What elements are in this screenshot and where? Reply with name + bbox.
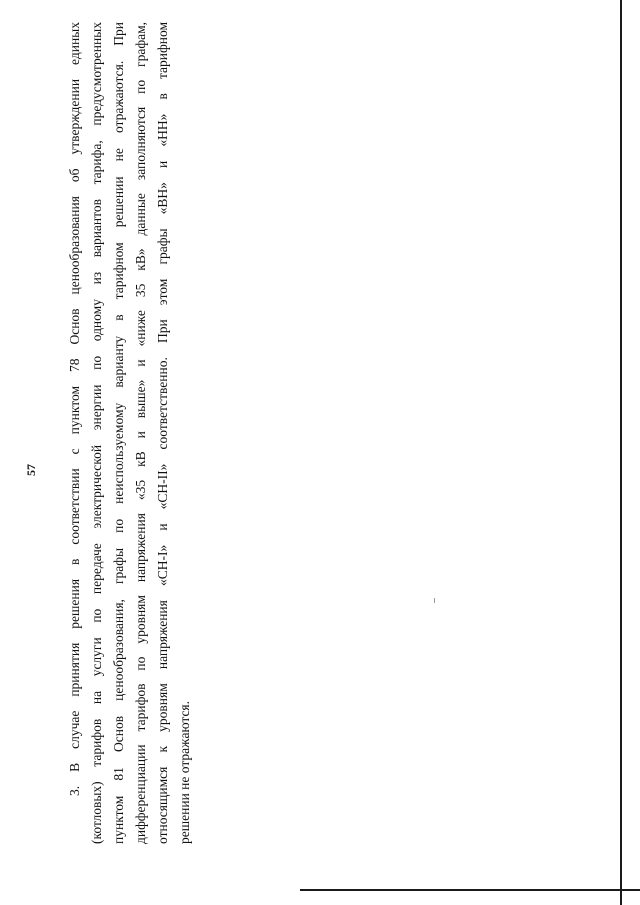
paragraph-line: относящимся к уровням напряжения «СН-I» и «СН-II» соответственно. При этом графы «ВН» и «НН» в тарифном (155, 22, 170, 844)
paragraph-line: (котловых) тарифов на услуги по передаче электрической энергии по одному из вариантов тарифа, предусмотренных (89, 22, 104, 844)
scan-edge-right (620, 0, 622, 905)
rotated-content (20, 15, 580, 870)
paragraph-line: дифференциации тарифов по уровням напряжения «35 кВ и выше» и «ниже 35 кВ» данные заполняются по графам, (133, 22, 148, 844)
scan-edge-bottom (300, 889, 640, 891)
paragraph-line: решении не отражаются. (177, 700, 192, 844)
paragraph-line: 3. В случае принятия решения в соответствии с пунктом 78 Основ ценообразования об утверждении единых (67, 22, 82, 796)
scan-speck (434, 598, 435, 603)
paragraph (64, 22, 196, 844)
page-number: 57 (24, 464, 38, 476)
paragraph-line: пунктом 81 Основ ценообразования, графы по неиспользуемому варианту в тарифном решении не отражаются. При (111, 22, 126, 844)
